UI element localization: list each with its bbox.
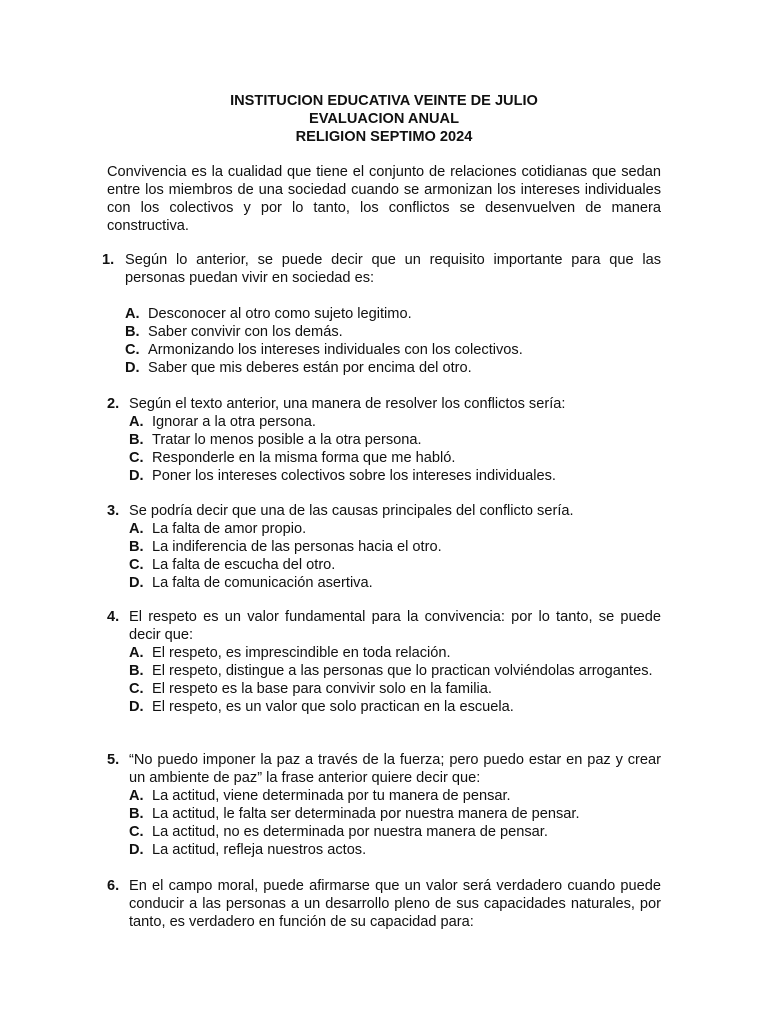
option-letter: D. — [129, 468, 144, 484]
option-b — [129, 805, 661, 823]
course-subtitle: RELIGION SEPTIMO 2024 — [295, 129, 473, 145]
option-d — [129, 841, 661, 859]
option-text: La falta de amor propio. — [152, 521, 307, 537]
option-text: Saber convivir con los demás. — [148, 324, 343, 340]
question-number: 3. — [107, 503, 120, 519]
option-a — [125, 305, 661, 323]
option-c — [125, 341, 661, 359]
option-a — [129, 413, 661, 431]
option-list — [129, 520, 661, 592]
option-text: El respeto, distingue a las personas que lo practican volviéndolas arrogantes. — [152, 663, 653, 679]
option-c — [129, 449, 661, 467]
option-letter: C. — [125, 342, 140, 358]
question-text: Según el texto anterior, una manera de resolver los conflictos sería: — [129, 396, 566, 412]
option-d — [129, 467, 661, 485]
option-list — [129, 644, 661, 716]
option-letter: B. — [129, 806, 144, 822]
option-letter: D. — [129, 575, 144, 591]
option-text: Desconocer al otro como sujeto legitimo. — [148, 306, 412, 322]
option-letter: B. — [129, 539, 144, 555]
option-letter: B. — [129, 432, 144, 448]
question-number: 5. — [107, 752, 120, 768]
option-text: La falta de escucha del otro. — [152, 557, 336, 573]
question-text: “No puedo imponer la paz a través de la fuerza; pero puedo estar en paz y crear un ambiente de paz” la frase anterior quiere decir que: — [129, 752, 661, 786]
option-a — [129, 644, 661, 662]
question-number: 2. — [107, 396, 120, 412]
document-header — [0, 92, 768, 146]
option-letter: C. — [129, 681, 144, 697]
option-a — [129, 787, 661, 805]
option-letter: A. — [129, 645, 144, 661]
option-text: Tratar lo menos posible a la otra persona. — [152, 432, 422, 448]
option-text: La actitud, no es determinada por nuestra manera de pensar. — [152, 824, 548, 840]
question-text: El respeto es un valor fundamental para la convivencia: por lo tanto, se puede decir que: — [129, 609, 661, 643]
option-d — [129, 574, 661, 592]
option-c — [129, 556, 661, 574]
option-text: El respeto es la base para convivir solo en la familia. — [152, 681, 492, 697]
option-letter: D. — [129, 842, 144, 858]
option-letter: A. — [125, 306, 140, 322]
option-a — [129, 520, 661, 538]
option-text: Responderle en la misma forma que me habló. — [152, 450, 456, 466]
option-c — [129, 680, 661, 698]
question-text: En el campo moral, puede afirmarse que un valor será verdadero cuando puede conducir a las personas a un desarrollo pleno de sus capacidades naturales, por tanto, es verdadero en función de su capacidad para: — [129, 878, 661, 930]
option-letter: D. — [125, 360, 140, 376]
option-list — [129, 413, 661, 485]
question-text: Según lo anterior, se puede decir que un requisito importante para que las personas puedan vivir en sociedad es: — [125, 252, 661, 286]
option-b — [125, 323, 661, 341]
option-text: La falta de comunicación asertiva. — [152, 575, 373, 591]
option-text: La actitud, refleja nuestros actos. — [152, 842, 367, 858]
option-c — [129, 823, 661, 841]
question-text: Se podría decir que una de las causas principales del conflicto sería. — [129, 503, 574, 519]
question-number: 1. — [102, 252, 115, 268]
option-letter: A. — [129, 414, 144, 430]
question-number: 4. — [107, 609, 120, 625]
option-text: El respeto, es un valor que solo practican en la escuela. — [152, 699, 514, 715]
option-text: Armonizando los intereses individuales con los colectivos. — [148, 342, 523, 358]
option-text: La actitud, le falta ser determinada por nuestra manera de pensar. — [152, 806, 580, 822]
option-text: Ignorar a la otra persona. — [152, 414, 316, 430]
option-d — [125, 359, 661, 377]
option-letter: B. — [125, 324, 140, 340]
option-text: La actitud, viene determinada por tu manera de pensar. — [152, 788, 511, 804]
intro-paragraph: Convivencia es la cualidad que tiene el conjunto de relaciones cotidianas que sedan entre los miembros de una sociedad cuando se armonizan los intereses individuales con los colectivos y por lo tanto, los conflictos se desenvuelven de manera constructiva. — [107, 164, 661, 234]
option-letter: C. — [129, 450, 144, 466]
option-b — [129, 662, 661, 680]
option-letter: A. — [129, 788, 144, 804]
option-letter: B. — [129, 663, 144, 679]
option-letter: C. — [129, 824, 144, 840]
option-list — [125, 305, 661, 377]
exam-title: EVALUACION ANUAL — [309, 111, 459, 127]
option-text: La indiferencia de las personas hacia el otro. — [152, 539, 442, 555]
option-text: Saber que mis deberes están por encima del otro. — [148, 360, 472, 376]
option-list — [129, 787, 661, 859]
question-number: 6. — [107, 878, 120, 894]
option-letter: D. — [129, 699, 144, 715]
option-letter: A. — [129, 521, 144, 537]
option-letter: C. — [129, 557, 144, 573]
option-b — [129, 538, 661, 556]
option-text: Poner los intereses colectivos sobre los intereses individuales. — [152, 468, 556, 484]
option-d — [129, 698, 661, 716]
school-name: INSTITUCION EDUCATIVA VEINTE DE JULIO — [230, 93, 538, 109]
option-b — [129, 431, 661, 449]
option-text: El respeto, es imprescindible en toda relación. — [152, 645, 451, 661]
